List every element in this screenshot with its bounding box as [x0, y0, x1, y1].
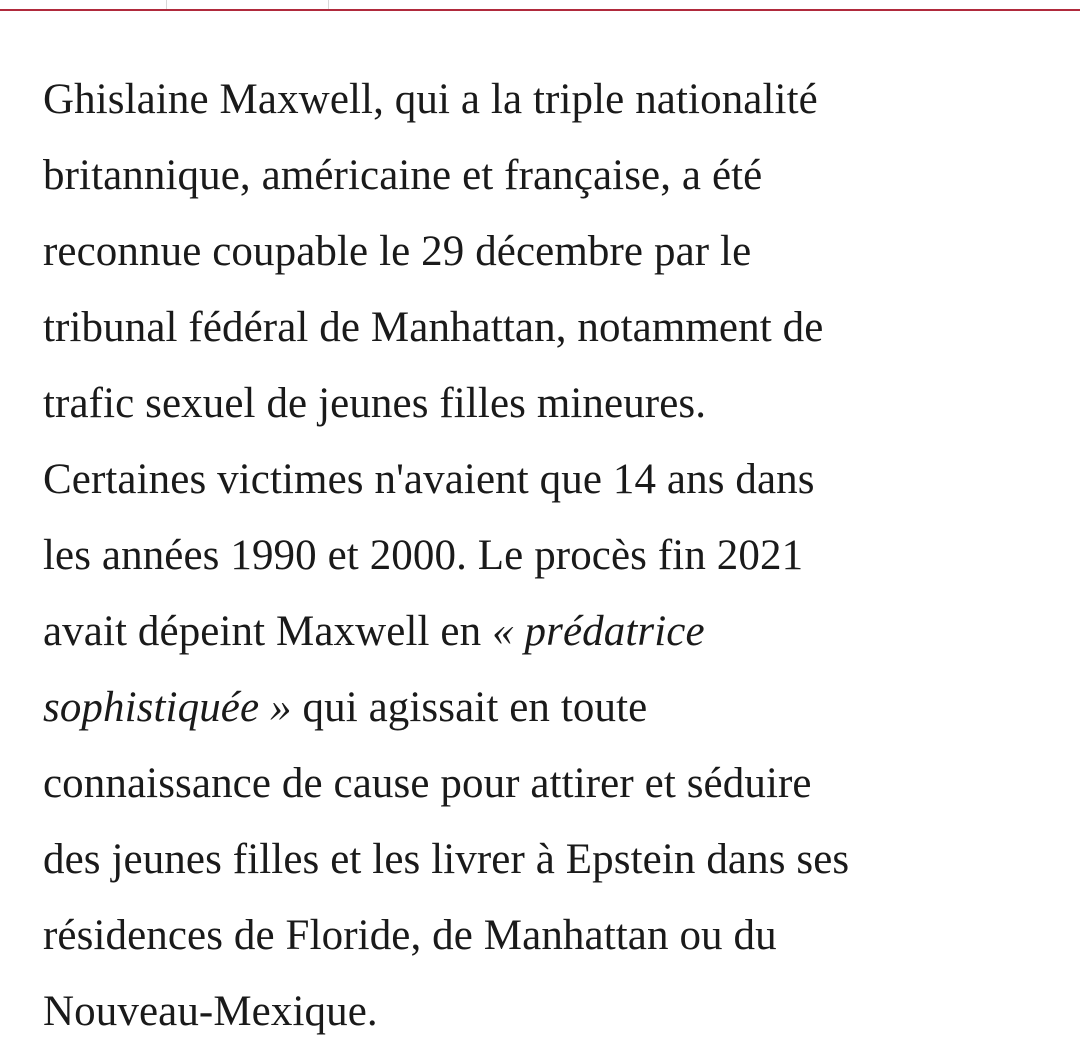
paragraph-text: avait dépeint Maxwell en [43, 608, 482, 655]
nav-divider [166, 0, 167, 9]
paragraph-line: Ghislaine Maxwell, qui a la triple nationalité [43, 76, 818, 123]
paragraph-line: Certaines victimes n'avaient que 14 ans dans [43, 456, 815, 503]
paragraph-line: Nouveau-Mexique. [43, 988, 378, 1035]
paragraph-line: résidences de Floride, de Manhattan ou du [43, 912, 777, 959]
paragraph-line [43, 670, 1058, 746]
article-paragraph [43, 62, 1058, 1050]
italic-quote: sophistiquée » [43, 684, 292, 731]
paragraph-line: reconnue coupable le 29 décembre par le [43, 228, 752, 275]
top-navigation-bar [0, 0, 1080, 11]
paragraph-line: des jeunes filles et les livrer à Epstein dans ses [43, 836, 850, 883]
paragraph-line: tribunal fédéral de Manhattan, notamment de [43, 304, 824, 351]
paragraph-line: les années 1990 et 2000. Le procès fin 2021 [43, 532, 804, 579]
paragraph-line [43, 594, 1058, 670]
paragraph-line: trafic sexuel de jeunes filles mineures. [43, 380, 707, 427]
nav-divider [328, 0, 329, 9]
article-body [43, 62, 1058, 1050]
paragraph-text: qui agissait en toute [291, 684, 648, 731]
paragraph-line: connaissance de cause pour attirer et séduire [43, 760, 812, 807]
paragraph-line: britannique, américaine et française, a été [43, 152, 763, 199]
italic-quote: « prédatrice [492, 608, 705, 655]
